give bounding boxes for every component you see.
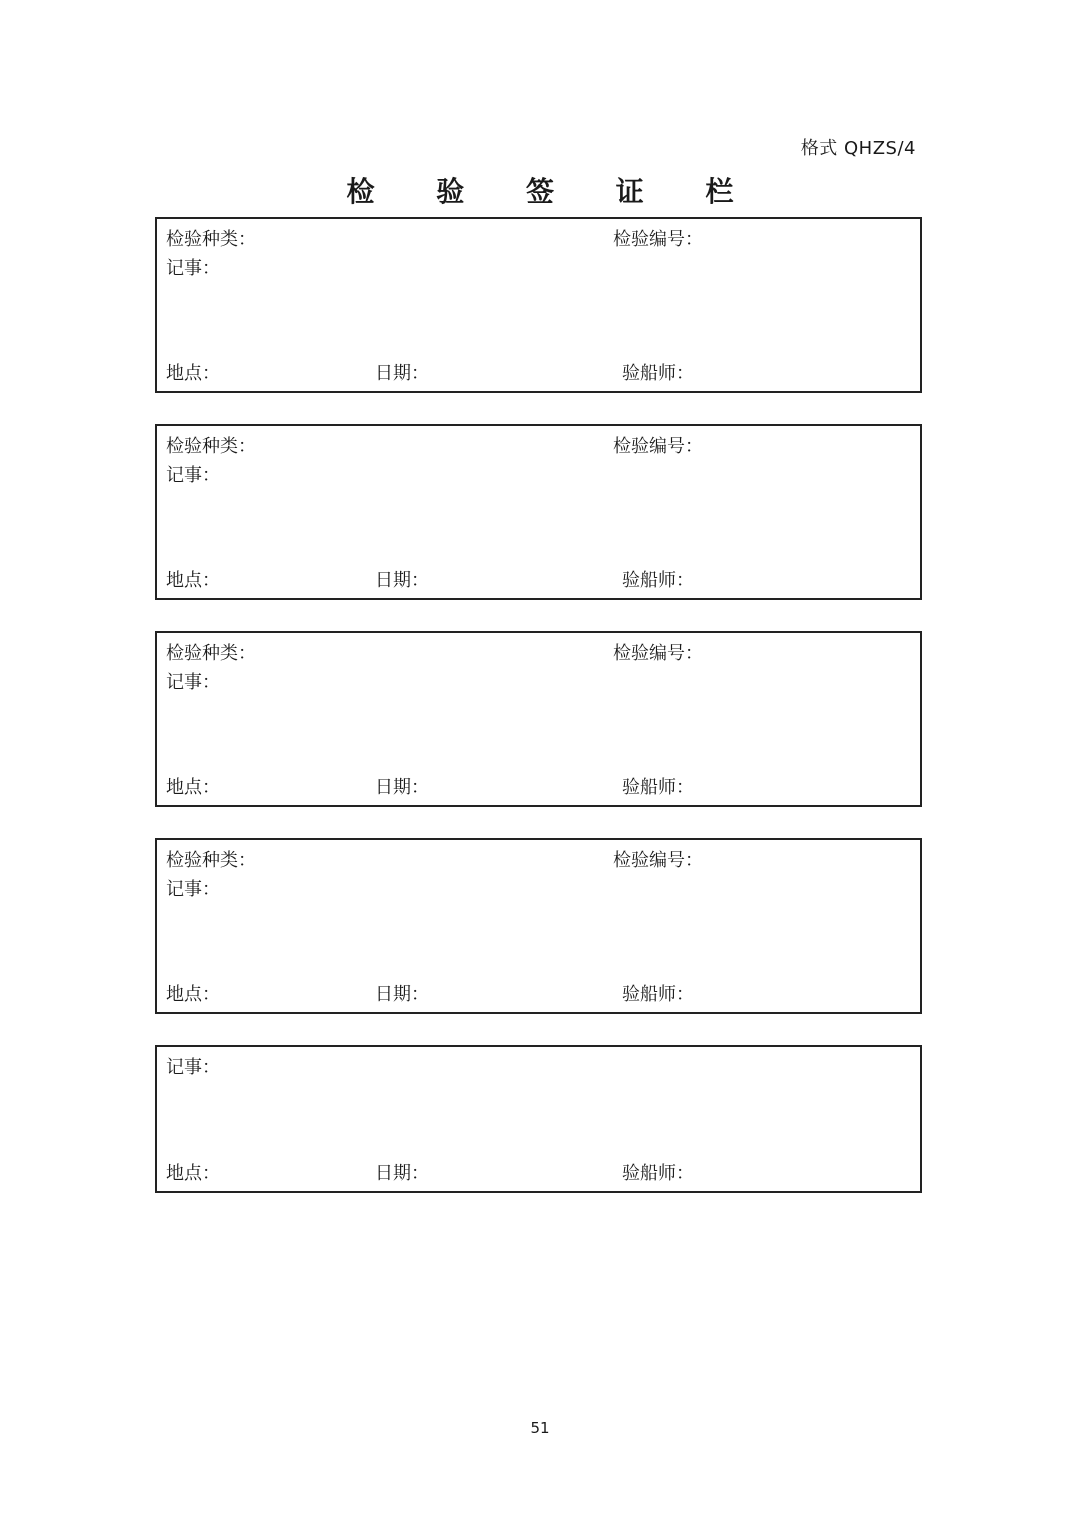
place-label: 地点： — [166, 1163, 220, 1184]
notes-label: 记事： — [166, 1057, 220, 1078]
inspection-type-label: 检验种类： — [166, 850, 256, 871]
format-code: 格式 QHZS/4 — [800, 138, 916, 159]
inspection-number-label: 检验编号： — [613, 643, 703, 664]
inspection-type-label: 检验种类： — [166, 643, 256, 664]
place-label: 地点： — [166, 777, 220, 798]
inspection-number-label: 检验编号： — [613, 436, 703, 457]
record-box-3 — [155, 631, 922, 807]
record-box-4 — [155, 838, 922, 1014]
surveyor-label: 验船师： — [622, 1163, 694, 1184]
page-title: 检 验 签 证 栏 — [346, 175, 760, 208]
inspection-number-label: 检验编号： — [613, 229, 703, 250]
date-label: 日期： — [375, 363, 429, 384]
notes-label: 记事： — [166, 672, 220, 693]
place-label: 地点： — [166, 570, 220, 591]
page-number: 51 — [530, 1419, 550, 1437]
record-box-5 — [155, 1045, 922, 1193]
notes-label: 记事： — [166, 465, 220, 486]
date-label: 日期： — [375, 570, 429, 591]
record-box-2 — [155, 424, 922, 600]
inspection-type-label: 检验种类： — [166, 229, 256, 250]
place-label: 地点： — [166, 363, 220, 384]
surveyor-label: 验船师： — [622, 984, 694, 1005]
date-label: 日期： — [375, 1163, 429, 1184]
notes-label: 记事： — [166, 258, 220, 279]
notes-label: 记事： — [166, 879, 220, 900]
surveyor-label: 验船师： — [622, 363, 694, 384]
date-label: 日期： — [375, 777, 429, 798]
surveyor-label: 验船师： — [622, 777, 694, 798]
record-box-1 — [155, 217, 922, 393]
surveyor-label: 验船师： — [622, 570, 694, 591]
inspection-number-label: 检验编号： — [613, 850, 703, 871]
date-label: 日期： — [375, 984, 429, 1005]
inspection-type-label: 检验种类： — [166, 436, 256, 457]
place-label: 地点： — [166, 984, 220, 1005]
